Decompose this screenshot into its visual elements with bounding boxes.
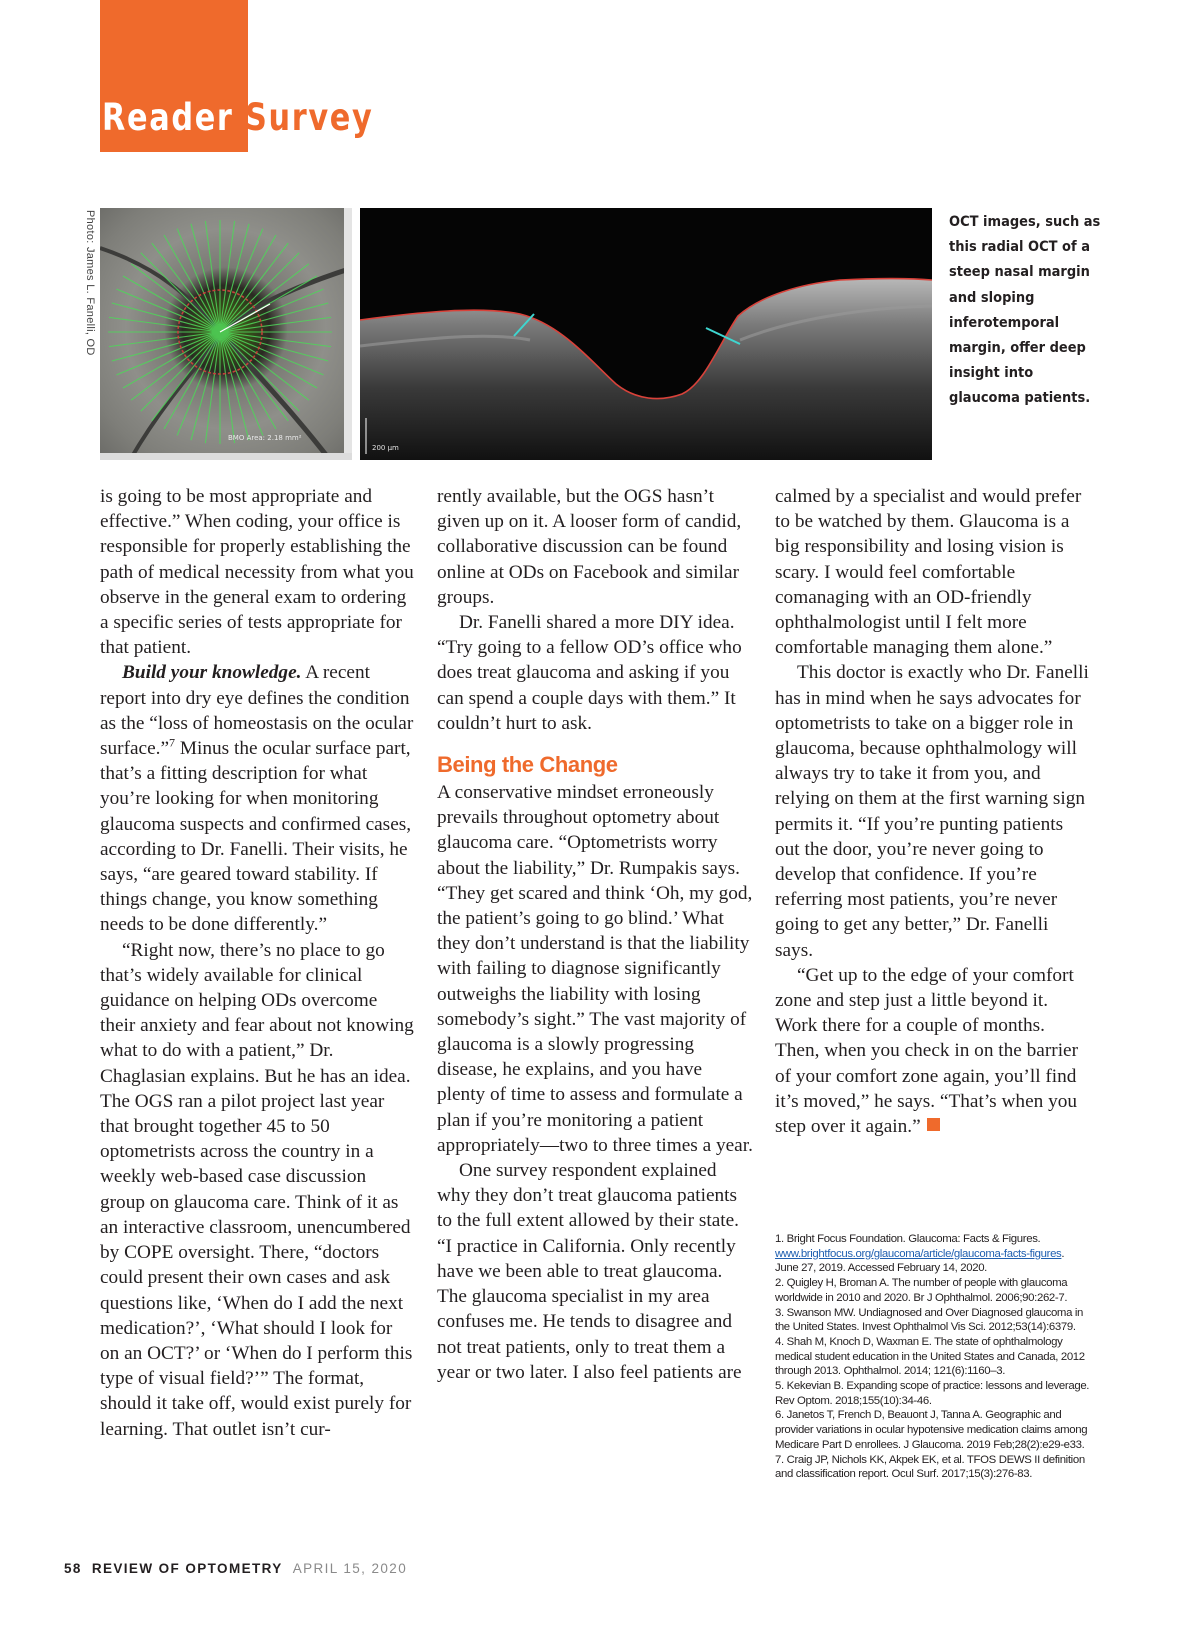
oct-graphic (360, 208, 932, 460)
col3-paragraph-3 (775, 963, 1090, 1139)
fundus-graphic (100, 208, 352, 460)
reference-superscript: 7 (169, 735, 176, 750)
reference-1 (775, 1232, 1090, 1276)
reference-1-link[interactable]: www.brightfocus.org/glaucoma/article/glaucoma-facts-figures (775, 1247, 1062, 1260)
reference-1-text: 1. Bright Focus Foundation. Glaucoma: Facts & Figures. (775, 1233, 1041, 1245)
column-1 (100, 484, 414, 1442)
reference-6: 6. Janetos T, French D, Beauont J, Tanna A. Geographic and provider variations in ocular hypotensive medication claims among Medicare Part D enrollees. J Glaucoma. 2019 Feb;28(2):e29-e33. (775, 1409, 1088, 1451)
col2-paragraph-1: rently available, but the OGS hasn’t given up on it. A looser form of candid, collaborative discussion can be found online at ODs on Facebook and similar groups. (437, 486, 742, 608)
col2-paragraph-4: One survey respondent explained why they don’t treat glaucoma patients to the full extent allowed by their state. “I practice in California. Only recently have we been able to treat glaucoma. The glaucoma specialist in my area confuses me. He tends to disagree and not treat patients, only to treat them a year or two later. I also feel patients are (437, 1160, 742, 1383)
col3-paragraph-3-text: “Get up to the edge of your comfort zone and step just a little beyond it. Work there for a couple of months. Then, when you check in on the barrier of your comfort zone again, you’ll find it’s moved,” he says. “That’s when you step over it again.” (775, 964, 1079, 1138)
lead-in-heading: Build your knowledge. (122, 662, 302, 684)
col2-paragraph-3: A conservative mindset erroneously prevails throughout optometry about glaucoma care. “Optometrists worry about the liability,” Dr. Rumpakis says. “They get scared and think ‘Oh, my god, the patient’s going to go blind.’ What they don’t understand is that the liability with failing to diagnose significantly outweighs the liability with losing somebody’s sight.” The vast majority of glaucoma is a slowly progressing disease, he explains, and you have plenty of time to assess and formulate a plan if you’re monitoring a patient appropriately—two to three times a year. (437, 782, 753, 1156)
column-3 (775, 484, 1090, 1139)
reference-1-text-end: . June 27, 2019. Accessed February 14, 2020. (775, 1247, 1065, 1275)
section-title-word1: Reader (102, 96, 234, 139)
oct-scan-image (360, 208, 932, 460)
fundus-scrollbar (344, 208, 352, 460)
magazine-name: REVIEW OF OPTOMETRY (91, 1561, 283, 1576)
col1-paragraph-2 (100, 660, 414, 937)
section-title-word2: Survey (245, 96, 374, 139)
fundus-label: BMO Area: 2.18 mm² (228, 434, 302, 442)
reference-3: 3. Swanson MW. Undiagnosed and Over Diagnosed glaucoma in the United States. Invest Ophthalmol Vis Sci. 2012;53(14):6379. (775, 1306, 1084, 1334)
reference-5: 5. Kekevian B. Expanding scope of practice: lessons and leverage. Rev Optom. 2018;155(10):34-46. (775, 1380, 1090, 1407)
reference-4: 4. Shah M, Knoch D, Waxman E. The state of ophthalmology medical student education in the United States and Canada, 2012 through 2013. Ophthalmol. 2014; 121(6):1160–3. (775, 1335, 1085, 1378)
end-of-article-mark (927, 1118, 940, 1131)
section-title (102, 96, 373, 140)
col3-paragraph-2: This doctor is exactly who Dr. Fanelli has in mind when he says advocates for optometrists to take on a bigger role in glaucoma, because ophthalmology will always try to take it from you, and relying on them at the first warning sign permits it. “If you’re punting patients out the door, you’re never going to develop that confidence. If you’re referring most patients, you’re never going to get any better,” Dr. Fanelli says. (775, 662, 1089, 961)
page-footer (64, 1561, 407, 1576)
reference-7: 7. Craig JP, Nichols KK, Akpek EK, et al. TFOS DEWS II definition and classification report. Ocul Surf. 2017;15(3):276-83. (775, 1453, 1085, 1481)
figure-caption: OCT images, such as this radial OCT of a steep nasal margin and sloping inferotemporal margin, offer deep insight into glaucoma patients. (949, 214, 1101, 407)
fundus-image (100, 208, 352, 460)
page-number: 58 (64, 1561, 82, 1576)
subhead-being-the-change: Being the Change (437, 752, 618, 778)
column-2 (437, 484, 753, 1385)
col1-paragraph-3: “Right now, there’s no place to go that’s widely available for clinical guidance on helping ODs overcome their anxiety and fear about not knowing what to do with a patient,” Dr. Chaglasian explains. But he has an idea. The OGS ran a pilot project last year that brought together 45 to 50 optometrists across the country in a weekly web-based case discussion group on glaucoma care. Think of it as an interactive classroom, unencumbered by COPE oversight. There, “doctors could present their own cases and ask questions like, ‘When do I add the next medication?’, ‘What should I look for on an OCT?’ or ‘When do I perform this type of visual field?’” The format, should it take off, would exist purely for learning. That outlet isn’t cur- (100, 939, 414, 1440)
col3-paragraph-1: calmed by a specialist and would prefer to be watched by them. Glaucoma is a big responsibility and losing vision is scary. I would feel comfortable comanaging with an OD-friendly ophthalmologist until I felt more comfortable managing them alone.” (775, 486, 1082, 659)
col1-paragraph-1: is going to be most appropriate and effective.” When coding, your office is responsible for properly establishing the path of medical necessity from what you observe in the general exam to ordering a specific series of tests appropriate for that patient. (100, 486, 414, 659)
col2-paragraph-2: Dr. Fanelli shared a more DIY idea. “Try going to a fellow OD’s office who does treat glaucoma and asking if you can spend a couple days with them.” It couldn’t hurt to ask. (437, 612, 742, 734)
oct-scale-label: 200 µm (372, 444, 399, 452)
references-list (775, 1232, 1090, 1482)
photo-credit: Photo: James L. Fanelli, OD (84, 210, 96, 356)
reference-2: 2. Quigley H, Broman A. The number of people with glaucoma worldwide in 2010 and 2020. Br J Ophthalmol. 2006;90:262-7. (775, 1277, 1068, 1304)
col1-paragraph-2-text-a: A recent report into dry eye defines the condition as the “loss of homeostasis on the ocular surface.” (100, 662, 414, 760)
issue-date: APRIL 15, 2020 (292, 1561, 408, 1576)
fundus-slider (100, 453, 352, 460)
col1-paragraph-2-text-b: Minus the ocular surface part, that’s a fitting description for what you’re looking for when monitoring glaucoma suspects and confirmed cases, according to Dr. Fanelli. Their visits, he says, “are geared toward stability. If things change, you know something needs to be done differently.” (100, 738, 412, 936)
